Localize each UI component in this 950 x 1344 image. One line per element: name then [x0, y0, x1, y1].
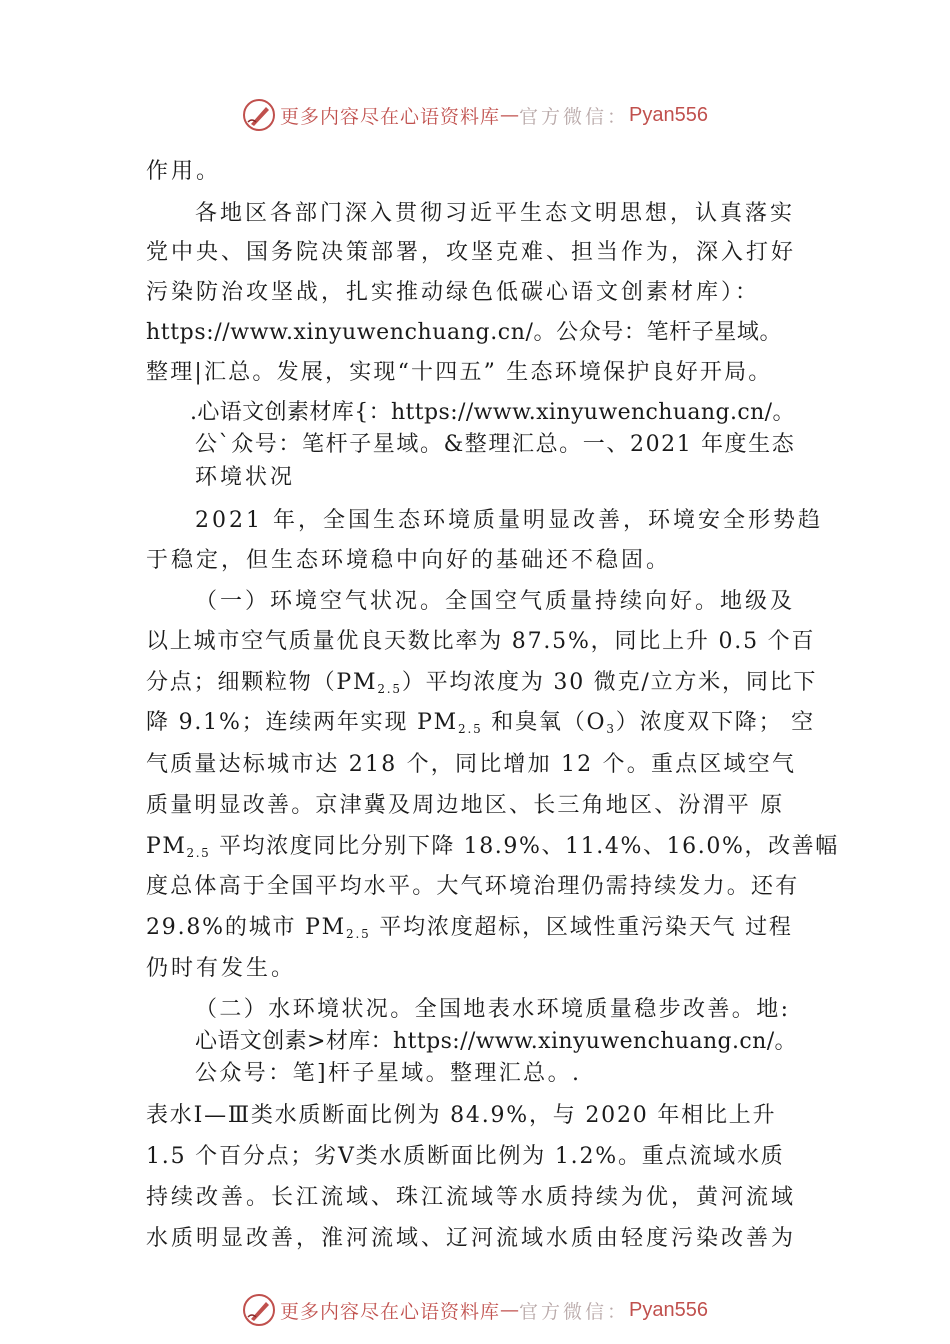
subscript: 2.5: [186, 846, 211, 860]
text-segment: ）浓度双下降； 空: [615, 710, 815, 735]
text-segment: 平均浓度同比分别下降 18.9%、11.4%、16.0%，改善幅: [210, 834, 839, 859]
text-line: （二）水环境状况。全国地表水环境质量稳步改善。地:: [195, 997, 791, 1022]
text-line-pm25: [146, 705, 815, 736]
text-line: 气质量达标城市达 218 个，同比增加 12 个。重点区域空气: [146, 752, 797, 777]
banner-dash: —: [500, 104, 520, 126]
header-banner: [0, 95, 950, 135]
text-segment: 降 9.1%；连续两年实现 PM: [146, 710, 459, 735]
quill-pen-logo-icon: [242, 98, 276, 132]
text-line: 度总体高于全国平均水平。大气环境治理仍需持续发力。还有: [146, 874, 800, 899]
text-segment: 29.8%的城市 PM: [146, 915, 347, 940]
text-line: 公`众号：笔杆子星域。&整理汇总。一、2021 年度生态: [195, 432, 796, 457]
subscript: 3: [606, 722, 616, 736]
text-line: 作用。: [146, 159, 222, 184]
text-line: 公众号：笔]杆子星域。整理汇总。.: [195, 1061, 582, 1086]
subscript: 2.5: [346, 927, 371, 941]
banner-wechat-id: Pyan556: [629, 1298, 708, 1321]
subscript: 2.5: [458, 722, 483, 736]
text-line: 仍时有发生。: [146, 956, 297, 981]
text-line: 环境状况: [195, 465, 296, 490]
text-line-pm25: [146, 910, 793, 941]
text-line: 于稳定，但生态环境稳中向好的基础还不稳固。: [146, 548, 672, 573]
text-line: 水质明显改善，淮河流域、辽河流域水质由轻度污染改善为: [146, 1226, 797, 1251]
text-line: 持续改善。长江流域、珠江流域等水质持续为优，黄河流域: [146, 1185, 797, 1210]
text-segment: PM: [146, 834, 187, 859]
banner-library-text: 更多内容尽在心语资料库: [280, 105, 501, 128]
quill-pen-logo-icon: [242, 1293, 276, 1327]
text-segment: ）平均浓度为 30 微克/立方米，同比下: [401, 670, 818, 695]
text-line: 整理|汇总。发展，实现“十四五” 生态环境保护良好开局。: [146, 360, 773, 385]
banner-wechat-label: 官方微信：: [519, 1300, 630, 1323]
banner-wechat-id: Pyan556: [629, 103, 708, 126]
text-segment: 平均浓度超标，区域性重污染天气 过程: [370, 915, 793, 940]
text-line: .心语文创素材库{：https://www.xinyuwenchuang.cn/。: [190, 400, 795, 425]
text-line: 心语文创素>材库：https://www.xinyuwenchuang.cn/。: [195, 1029, 797, 1054]
banner-dash: —: [500, 1299, 520, 1321]
text-line: （一）环境空气状况。全国空气质量持续向好。地级及: [195, 589, 796, 614]
text-line: 以上城市空气质量优良天数比率为 87.5%，同比上升 0.5 个百: [146, 629, 816, 654]
text-line: https://www.xinyuwenchuang.cn/。公众号：笔杆子星域。: [146, 320, 783, 345]
text-line: 表水Ⅰ—Ⅲ类水质断面比例为 84.9%，与 2020 年相比上升: [146, 1103, 777, 1128]
text-line: 质量明显改善。京津冀及周边地区、长三角地区、汾渭平 原: [146, 793, 785, 818]
subscript: 2.5: [377, 682, 402, 696]
text-line: 2021 年，全国生态环境质量明显改善，环境安全形势趋: [195, 508, 823, 533]
footer-banner: [0, 1290, 950, 1330]
text-segment: 分点；细颗粒物（PM: [146, 670, 378, 695]
text-line: 污染防治攻坚战，扎实推动绿色低碳心语文创素材库）：: [146, 280, 761, 305]
text-line-pm25: [146, 829, 839, 860]
text-segment: 和臭氧（O: [482, 710, 607, 735]
text-line: 1.5 个百分点；劣Ⅴ类水质断面比例为 1.2%。重点流域水质: [146, 1144, 785, 1169]
banner-library-text: 更多内容尽在心语资料库: [280, 1300, 501, 1323]
text-line: 党中央、国务院决策部署，攻坚克难、担当作为，深入打好: [146, 240, 797, 265]
text-line-pm25: [146, 665, 817, 696]
text-line: 各地区各部门深入贯彻习近平生态文明思想，认真落实: [195, 201, 796, 226]
banner-wechat-label: 官方微信：: [519, 105, 630, 128]
